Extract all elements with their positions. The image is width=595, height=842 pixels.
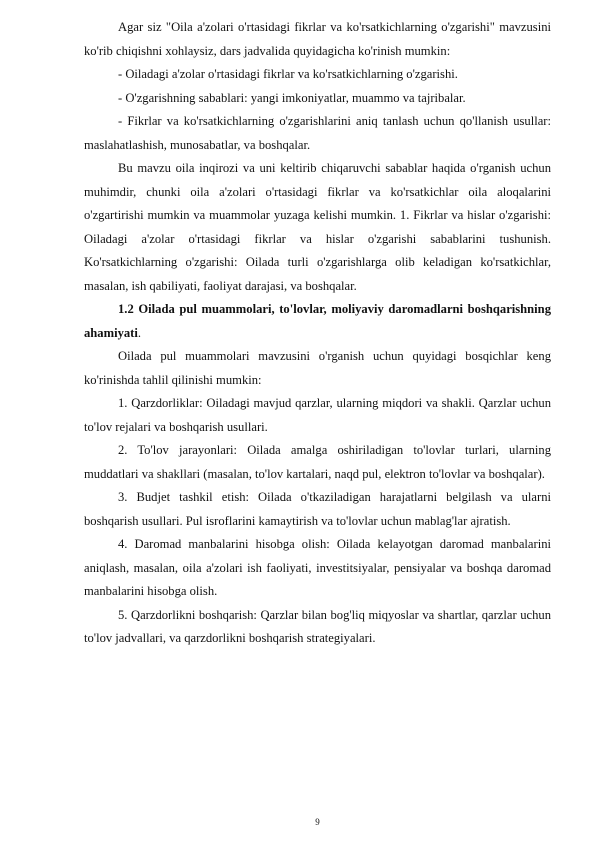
numbered-item: 2. To'lov jarayonlari: Oilada amalga oshiriladigan to'lovlar turlari, ularning muddatlari va shakllari (masalan, to'lov kartalari, naqd pul, elektron to'lovlar va boshqalar). <box>84 443 551 481</box>
bullet-item: - Fikrlar va ko'rsatkichlarning o'zgarishlarini aniq tanlash uchun qo'llanish usullar: maslahatlashish, munosabatlar, va boshqalar. <box>84 114 551 152</box>
section-heading-paragraph <box>84 298 551 345</box>
section-heading-suffix: . <box>137 325 142 340</box>
document-body <box>84 16 551 651</box>
bullet-item: - Oiladagi a'zolar o'rtasidagi fikrlar va ko'rsatkichlarning o'zgarishi. <box>118 67 458 81</box>
intro-paragraph: Agar siz "Oila a'zolari o'rtasidagi fikrlar va ko'rsatkichlarning o'zgarishi" mavzusini ko'rib chiqishni xohlaysiz, dars jadvalida quyidagicha ko'rinish mumkin: <box>84 20 551 58</box>
numbered-item: 3. Budjet tashkil etish: Oilada o'tkaziladigan harajatlarni belgilash va ularni boshqarish usullari. Pul isroflarini kamaytirish va to'lovlar uchun mablag'lar ajratish. <box>84 490 551 528</box>
body-paragraph: Bu mavzu oila inqirozi va uni keltirib chiqaruvchi sabablar haqida o'rganish uchun muhimdir, chunki oila a'zolari o'rtasidagi fikrlar va ko'rsatkichlar oila aloqalarini o'zgartirishi mumkin va muammolar yuzaga kelishi mumkin. 1. Fikrlar va hislar o'zgarishi: Oiladagi a'zolar o'rtasidagi fikrlar va hislar o'zgarishi sabablarini tushunish. Ko'rsatkichlarning o'zgarishi: Oilada turli o'zgarishlarga olib keladigan ko'rsatkichlar, masalan, ish qabiliyati, faoliyat darajasi, va boshqalar. <box>84 161 551 293</box>
numbered-item: 4. Daromad manbalarini hisobga olish: Oilada kelayotgan daromad manbalarini aniqlash, masalan, oila a'zolari ish faoliyati, investitsiyalar, pensiyalar va boshqa daromad manbalarini hisobga olish. <box>84 537 551 598</box>
section-heading: 1.2 Oilada pul muammolari, to'lovlar, moliyaviy daromadlarni boshqarishning ahamiyati <box>84 302 551 340</box>
bullet-item: - O'zgarishning sabablari: yangi imkoniyatlar, muammo va tajribalar. <box>118 90 466 105</box>
numbered-item: 1. Qarzdorliklar: Oiladagi mavjud qarzlar, ularning miqdori va shakli. Qarzlar uchun to'lov rejalari va boshqarish usullari. <box>84 396 551 434</box>
section-intro-paragraph: Oilada pul muammolari mavzusini o'rganish uchun quyidagi bosqichlar keng ko'rinishda tahlil qilinishi mumkin: <box>84 349 551 387</box>
page-number: 9 <box>315 817 320 827</box>
numbered-item: 5. Qarzdorlikni boshqarish: Qarzlar bilan bog'liq miqyoslar va shartlar, qarzlar uchun to'lov jadvallari, va qarzdorlikni boshqarish strategiyalari. <box>84 607 551 645</box>
